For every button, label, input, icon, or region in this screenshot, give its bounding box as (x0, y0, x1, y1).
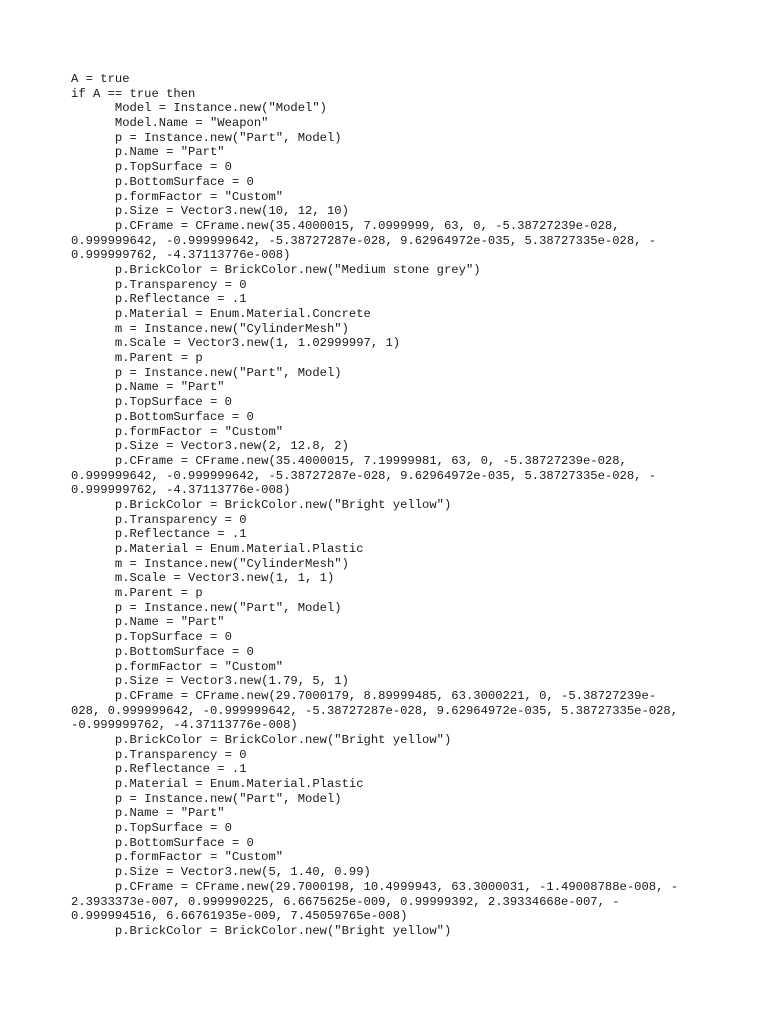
code-line: p.BottomSurface = 0 (71, 174, 254, 189)
code-line: p.Transparency = 0 (71, 747, 247, 762)
code-line: 0.999994516, 6.66761935e-009, 7.45059765e-008) (71, 909, 408, 924)
code-line: m.Scale = Vector3.new(1, 1.02999997, 1) (71, 336, 401, 351)
code-line: m.Scale = Vector3.new(1, 1, 1) (71, 571, 335, 586)
code-line: 0.999999762, -4.37113776e-008) (71, 483, 291, 498)
code-line: p.TopSurface = 0 (71, 821, 232, 836)
code-line: p.formFactor = "Custom" (71, 424, 284, 439)
code-line: -0.999999762, -4.37113776e-008) (71, 718, 298, 733)
code-line: A = true (71, 72, 130, 86)
code-line: p.Size = Vector3.new(2, 12.8, 2) (71, 439, 349, 454)
code-line: 0.999999762, -4.37113776e-008) (71, 248, 291, 263)
code-line: p = Instance.new("Part", Model) (71, 130, 342, 145)
code-line: p.BrickColor = BrickColor.new("Bright yellow") (71, 732, 452, 747)
code-line: 0.999999642, -0.999999642, -5.38727287e-028, 9.62964972e-035, 5.38727335e-028, - (71, 468, 657, 483)
code-line: m = Instance.new("CylinderMesh") (71, 556, 349, 571)
code-line: p.Reflectance = .1 (71, 762, 247, 777)
code-line: p.formFactor = "Custom" (71, 659, 284, 674)
code-listing (71, 72, 711, 939)
code-line: p.TopSurface = 0 (71, 395, 232, 410)
code-line: p = Instance.new("Part", Model) (71, 365, 342, 380)
code-line: p.BrickColor = BrickColor.new("Bright yellow") (71, 923, 452, 938)
code-line: p.Material = Enum.Material.Plastic (71, 542, 364, 556)
code-line: p.Name = "Part" (71, 806, 225, 821)
code-line: p.Name = "Part" (71, 615, 225, 630)
code-line: p.CFrame = CFrame.new(35.4000015, 7.19999981, 63, 0, -5.38727239e-028, (71, 453, 627, 468)
code-line: p.Material = Enum.Material.Plastic (71, 777, 364, 791)
code-line: p.formFactor = "Custom" (71, 850, 284, 865)
code-line: m.Parent = p (71, 586, 203, 601)
code-line: p.CFrame = CFrame.new(29.7000179, 8.89999485, 63.3000221, 0, -5.38727239e- (71, 688, 657, 703)
code-line: p.Size = Vector3.new(10, 12, 10) (71, 204, 349, 219)
code-line: p = Instance.new("Part", Model) (71, 600, 342, 615)
code-line: p.Size = Vector3.new(5, 1.40, 0.99) (71, 865, 371, 880)
code-line: p.BottomSurface = 0 (71, 644, 254, 659)
code-line: p.BrickColor = BrickColor.new("Bright yellow") (71, 497, 452, 512)
code-line: 0.999999642, -0.999999642, -5.38727287e-028, 9.62964972e-035, 5.38727335e-028, - (71, 233, 657, 248)
code-line: p.TopSurface = 0 (71, 630, 232, 645)
code-line: p.Transparency = 0 (71, 512, 247, 527)
code-line: m.Parent = p (71, 351, 203, 366)
code-line: p.Reflectance = .1 (71, 527, 247, 542)
code-line: Model = Instance.new("Model") (71, 101, 327, 116)
code-line: p.CFrame = CFrame.new(29.7000198, 10.4999943, 63.3000031, -1.49008788e-008, - (71, 879, 679, 894)
code-line: p.BrickColor = BrickColor.new("Medium stone grey") (71, 262, 481, 277)
code-line: p.Transparency = 0 (71, 277, 247, 292)
code-line: p = Instance.new("Part", Model) (71, 791, 342, 806)
code-line: Model.Name = "Weapon" (71, 116, 269, 131)
code-line: p.TopSurface = 0 (71, 160, 232, 175)
code-line: p.Reflectance = .1 (71, 292, 247, 307)
code-line: if A == true then (71, 86, 196, 101)
code-line: 028, 0.999999642, -0.999999642, -5.38727287e-028, 9.62964972e-035, 5.38727335e-028, (71, 703, 679, 718)
code-line: p.Name = "Part" (71, 380, 225, 395)
code-line: p.BottomSurface = 0 (71, 409, 254, 424)
code-line: p.CFrame = CFrame.new(35.4000015, 7.0999999, 63, 0, -5.38727239e-028, (71, 218, 620, 233)
code-line: p.Material = Enum.Material.Concrete (71, 307, 371, 321)
code-line: p.Name = "Part" (71, 145, 225, 160)
code-line: p.BottomSurface = 0 (71, 835, 254, 850)
code-line: 2.3933373e-007, 0.999990225, 6.6675625e-009, 0.99999392, 2.39334668e-007, - (71, 894, 620, 909)
code-line: p.Size = Vector3.new(1.79, 5, 1) (71, 674, 349, 689)
code-line: p.formFactor = "Custom" (71, 189, 284, 204)
code-line: m = Instance.new("CylinderMesh") (71, 321, 349, 336)
